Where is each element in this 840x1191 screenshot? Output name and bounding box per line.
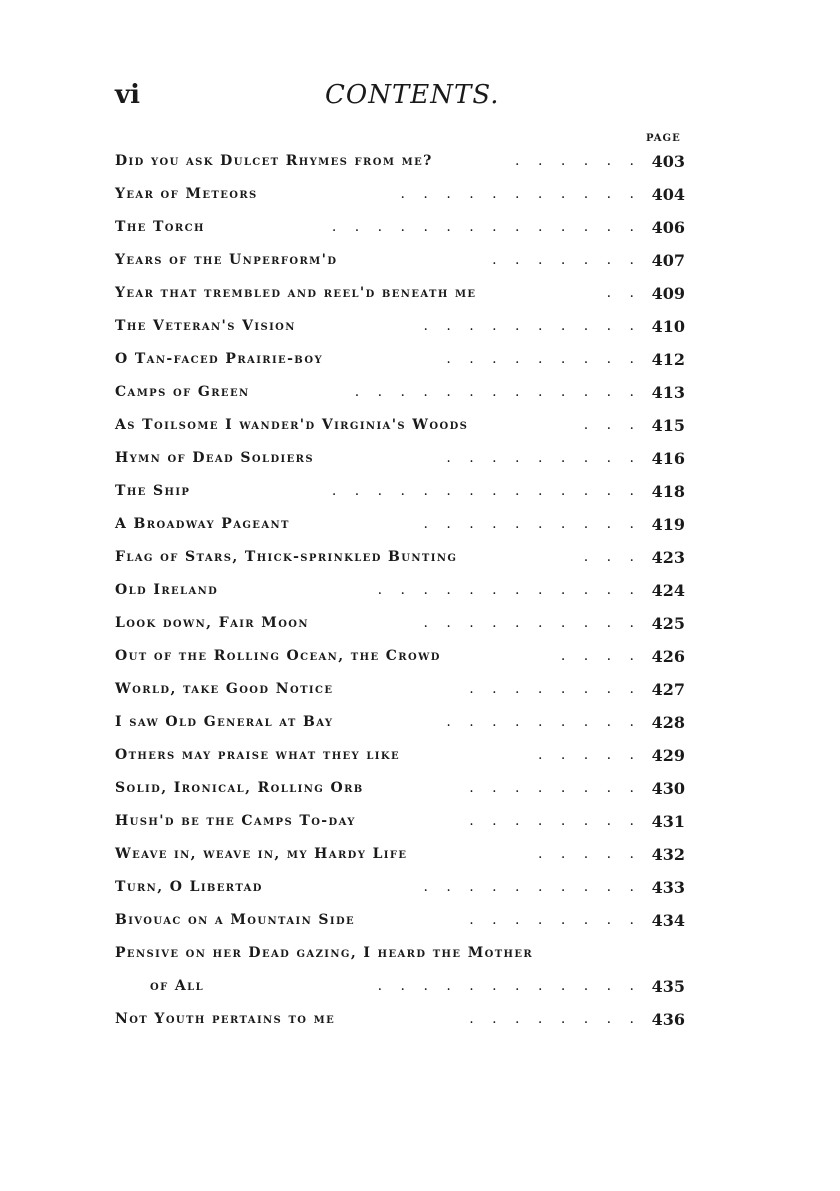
toc-entry [115, 813, 685, 837]
toc-entry [115, 285, 685, 309]
leader-dots: . . . . . . . . . . . . . . [331, 219, 641, 235]
toc-page-number: 427 [651, 680, 685, 699]
toc-entry [115, 186, 685, 210]
toc-entry [115, 846, 685, 870]
toc-entry [115, 615, 685, 639]
toc-page-number: 416 [651, 449, 685, 468]
leader-dots: . . . . . . . . . . . . . [354, 384, 641, 400]
toc-entry [115, 549, 685, 573]
toc-title: Pensive on her Dead gazing, I heard the Mother [115, 945, 534, 961]
leader-dots: . . . . . . . . . [446, 714, 641, 730]
toc-page-number: 436 [651, 1010, 685, 1029]
toc-entry [115, 417, 685, 441]
leader-dots: . . . . . . . [492, 252, 641, 268]
toc-title: Old Ireland [115, 582, 219, 598]
toc-entry [115, 747, 685, 771]
toc-page-number: 409 [651, 284, 685, 303]
leader-dots: . . . . . . . . [469, 1011, 641, 1027]
toc-page-number: 425 [651, 614, 685, 633]
leader-dots: . . . . . . . . . [446, 450, 641, 466]
toc-page-number: 431 [651, 812, 685, 831]
leader-dots: . . . [583, 417, 641, 433]
toc-title: of All [150, 978, 205, 994]
leader-dots: . . . . . . . . [469, 813, 641, 829]
toc-entry [115, 384, 685, 408]
toc-title: Year of Meteors [115, 186, 258, 202]
toc-page-number: 423 [651, 548, 685, 567]
leader-dots: . . . . . . . . [469, 681, 641, 697]
toc-entry [115, 516, 685, 540]
leader-dots: . . . . . [537, 747, 641, 763]
toc-title: World, take Good Notice [115, 681, 334, 697]
toc-title: Flag of Stars, Thick-sprinkled Bunting [115, 549, 458, 565]
toc-title: As Toilsome I wander'd Virginia's Woods [115, 417, 469, 433]
toc-page-number: 412 [651, 350, 685, 369]
toc-page-number: 434 [651, 911, 685, 930]
toc-title: The Ship [115, 483, 191, 499]
toc-title: A Broadway Pageant [115, 516, 290, 532]
toc-title: Others may praise what they like [115, 747, 400, 763]
toc-page-number: 428 [651, 713, 685, 732]
leader-dots: . . . . . . . . . . . . . . [331, 483, 641, 499]
toc-page-number: 426 [651, 647, 685, 666]
toc-page-number: 406 [651, 218, 685, 237]
leader-dots: . . . . . . . . [469, 912, 641, 928]
leader-dots: . . . . [560, 648, 641, 664]
toc-page-number: 413 [651, 383, 685, 402]
toc-page-number: 410 [651, 317, 685, 336]
toc-entry [115, 153, 685, 177]
leader-dots: . . . . . . . . . . . . [377, 582, 641, 598]
toc-title: Turn, O Libertad [115, 879, 263, 895]
toc-title: Did you ask Dulcet Rhymes from me? [115, 153, 433, 169]
toc-entry [115, 681, 685, 705]
toc-page-number: 433 [651, 878, 685, 897]
leader-dots: . . . . . . . . . . [423, 879, 641, 895]
page-folio: vi [115, 80, 140, 110]
toc-title: Year that trembled and reel'd beneath me [115, 285, 477, 301]
toc-entry [115, 1011, 685, 1035]
toc-page-number: 403 [651, 152, 685, 171]
toc-entry [115, 945, 685, 969]
toc-entry-continuation [150, 978, 685, 1002]
toc-entry [115, 252, 685, 276]
toc-title: Out of the Rolling Ocean, the Crowd [115, 648, 441, 664]
toc-entry [115, 780, 685, 804]
leader-dots: . . . . . . . . . [446, 351, 641, 367]
page-column-label: PAGE [646, 133, 681, 144]
toc-entry [115, 582, 685, 606]
toc-entry [115, 912, 685, 936]
leader-dots: . . . . . . . . . . [423, 516, 641, 532]
leader-dots: . . [606, 285, 641, 301]
leader-dots: . . . . . . . . . . [423, 318, 641, 334]
toc-page-number: 419 [651, 515, 685, 534]
toc-entry [115, 351, 685, 375]
toc-page-number: 407 [651, 251, 685, 270]
running-head-title: CONTENTS. [325, 80, 500, 110]
toc-entry [115, 483, 685, 507]
leader-dots: . . . . . . . . . . [423, 615, 641, 631]
toc-title: Camps of Green [115, 384, 250, 400]
toc-entry [115, 648, 685, 672]
leader-dots: . . . . . . . . . . . . [377, 978, 641, 994]
toc-title: Years of the Unperform'd [115, 252, 338, 268]
toc-title: Not Youth pertains to me [115, 1011, 336, 1027]
leader-dots: . . . . . . . . [469, 780, 641, 796]
toc-title: The Torch [115, 219, 205, 235]
toc-title: I saw Old General at Bay [115, 714, 334, 730]
toc-entry [115, 879, 685, 903]
toc-page-number: 415 [651, 416, 685, 435]
toc-title: Solid, Ironical, Rolling Orb [115, 780, 364, 796]
toc-title: Weave in, weave in, my Hardy Life [115, 846, 408, 862]
toc-page-number: 424 [651, 581, 685, 600]
toc-page-number: 429 [651, 746, 685, 765]
toc-entry [115, 714, 685, 738]
toc-page-number: 430 [651, 779, 685, 798]
toc-entry [115, 450, 685, 474]
toc-title: The Veteran's Vision [115, 318, 296, 334]
leader-dots: . . . . . . [515, 153, 641, 169]
toc-entry [115, 318, 685, 342]
toc-title: Look down, Fair Moon [115, 615, 309, 631]
leader-dots: . . . [583, 549, 641, 565]
toc-title: O Tan-faced Prairie-boy [115, 351, 323, 367]
leader-dots: . . . . . [537, 846, 641, 862]
toc-page-number: 404 [651, 185, 685, 204]
toc-title: Hush'd be the Camps To-day [115, 813, 356, 829]
toc-title: Bivouac on a Mountain Side [115, 912, 356, 928]
toc-entry [115, 219, 685, 243]
toc-page-number: 432 [651, 845, 685, 864]
toc-page-number: 435 [651, 977, 685, 996]
leader-dots: . . . . . . . . . . . [400, 186, 641, 202]
toc-page-number: 418 [651, 482, 685, 501]
toc-title: Hymn of Dead Soldiers [115, 450, 314, 466]
